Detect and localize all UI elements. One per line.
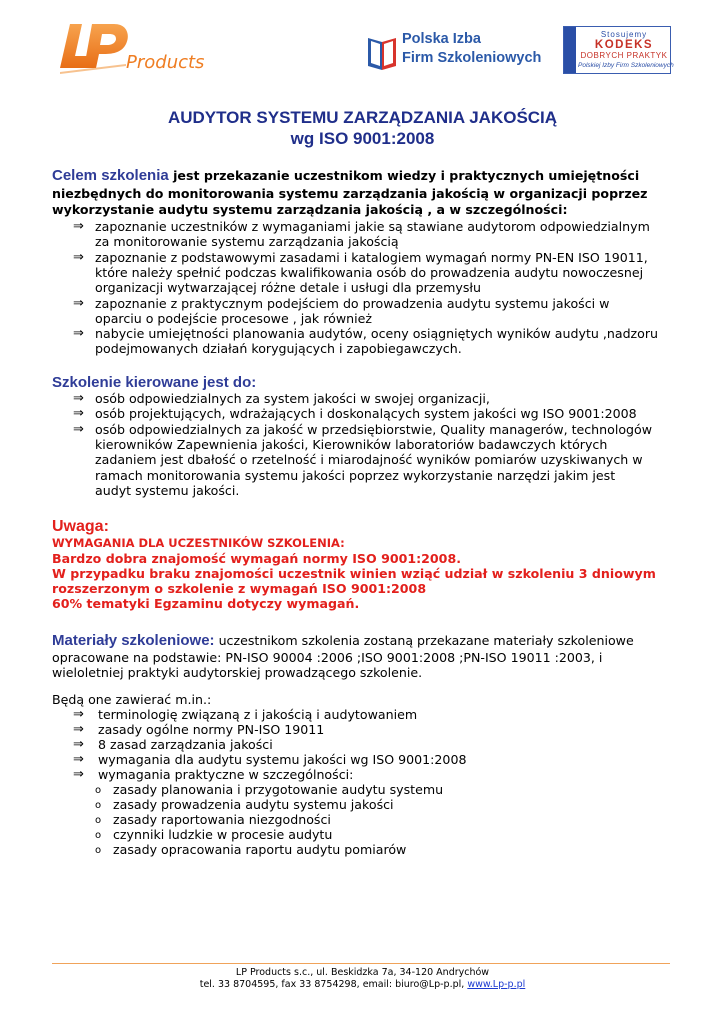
materials-item: terminologię związaną z i jakością i audytowaniem [98,707,418,722]
kodeks-line-3: DOBRYCH PRAKTYK [580,51,668,60]
materials-line-3: wieloletniej praktyki audytorskiej prowadzącego szkolenie. [52,665,423,680]
goal-intro-line-2: niezbędnych do monitorowania systemu zarządzania jakością w organizacji poprzez [52,186,648,201]
book-icon [364,32,400,72]
arrow-bullet-icon: ⇒ [73,295,84,311]
footer-divider [52,963,670,964]
note-line: W przypadku braku znajomości uczestnik winien wziąć udział w szkoleniu 3 dniowym [52,566,656,581]
circle-bullet-icon: o [95,830,102,841]
pifs-line-2: Firm Szkoleniowych [402,50,542,66]
materials-subitem: zasady planowania i przygotowanie audytu systemu [113,782,444,797]
arrow-bullet-icon: ⇒ [73,707,84,722]
note-heading: Uwaga: [52,518,109,535]
arrow-bullet-icon: ⇒ [73,326,84,342]
materials-subitem: zasady raportowania niezgodności [113,812,331,827]
page-subtitle: wg ISO 9001:2008 [290,129,435,148]
arrow-bullet-icon: ⇒ [73,406,84,422]
audience-item-text: audyt systemu jakości. [95,482,240,498]
goal-heading: Celem szkolenia [52,167,169,184]
audience-item-text: ramach monitorowania systemu jakości poprzez wykorzystanie narzędzi jakim jest [95,467,616,483]
lp-logo-text: Products [126,52,205,73]
circle-bullet-icon: o [95,785,102,796]
kodeks-line-4: Polskiej Izby Firm Szkoleniowych [578,62,674,69]
audience-item-text: zadaniem jest dbałość o rzetelność i miarodajność wyników pomiarów uzyskiwanych w [95,452,643,468]
arrow-bullet-icon: ⇒ [73,752,84,767]
goal-item-text: za monitorowanie systemu zarządzania jakością [95,234,399,250]
arrow-bullet-icon: ⇒ [73,722,84,737]
goal-item-text: nabycie umiejętności planowania audytów, oceny osiągniętych wyników audytu ,nadzoru [95,326,659,342]
footer-contact: tel. 33 8704595, fax 33 8754298, email: biuro@Lp-p.pl, www.Lp-p.pl [199,979,526,990]
audience-item-text: osób projektujących, wdrażających i doskonalących system jakości wg ISO 9001:2008 [95,406,637,422]
kodeks-line-2: KODEKS [594,39,654,51]
lp-products-logo [56,20,205,76]
arrow-bullet-icon: ⇒ [73,737,84,752]
materials-contains: Będą one zawierać m.in.: [52,692,212,707]
audience-item-text: kierowników Zapewnienia jakości, Kierowników laboratoriów badawczych których [95,436,608,452]
circle-bullet-icon: o [95,815,102,826]
circle-bullet-icon: o [95,800,102,811]
goal-item-text: oparciu o podejście procesowe , jak również [95,310,372,326]
arrow-bullet-icon: ⇒ [73,249,84,265]
materials-subitem: zasady prowadzenia audytu systemu jakości [113,797,394,812]
kodeks-book-strip [564,27,576,73]
materials-item: zasady ogólne normy PN-ISO 19011 [98,722,325,737]
audience-item-text: osób odpowiedzialnych za system jakości w swojej organizacji, [95,391,490,406]
goal-item-text: które należy spełnić podczas kwalifikowania osób do prowadzenia audytu nowoczesnej [95,264,644,280]
arrow-bullet-icon: ⇒ [73,391,84,406]
materials-subitem: czynniki ludzkie w procesie audytu [113,827,333,842]
materials-item: wymagania dla audytu systemu jakości wg ISO 9001:2008 [98,752,467,767]
arrow-bullet-icon: ⇒ [73,767,84,782]
goal-item-text: zapoznanie uczestników z wymaganiami jakie są stawiane audytorom odpowiedzialnym [95,219,650,234]
page-title: AUDYTOR SYSTEMU ZARZĄDZANIA JAKOŚCIĄ [167,108,558,127]
kodeks-badge [563,26,674,74]
circle-bullet-icon: o [95,845,102,856]
audience-item-text: osób odpowiedzialnych za jakość w przedsiębiorstwie, Quality managerów, technologów [95,421,653,437]
footer-address: LP Products s.c., ul. Beskidzka 7a, 34-120 Andrychów [235,967,490,978]
note-line: rozszerzonym o szkolenie z wymagań ISO 9001:2008 [52,581,427,596]
goal-item-text: organizacji wytwarzającej różne detale i usługi dla przemysłu [95,280,481,296]
materials-line-2: opracowane na podstawie: PN-ISO 90004 :2006 ;ISO 9001:2008 ;PN-ISO 19011 :2003, i [52,650,603,665]
materials-heading: Materiały szkoleniowe: [52,632,215,649]
goal-intro-line-3: wykorzystanie audytu systemu zarządzania jakością , a w szczególności: [52,202,568,217]
pifs-line-1: Polska Izba [402,31,481,47]
kodeks-line-1: Stosujemy [600,30,648,39]
goal-item-text: zapoznanie z podstawowymi zasadami i katalogiem wymagań normy PN-EN ISO 19011, [95,249,648,265]
note-line: Bardzo dobra znajomość wymagań normy ISO 9001:2008. [52,551,461,566]
note-line: 60% tematyki Egzaminu dotyczy wymagań. [52,596,360,611]
goal-item-text: podejmowanych działań korygujących i zapobiegawczych. [95,341,462,357]
materials-subitem: zasady opracowania raportu audytu pomiarów [113,842,407,857]
arrow-bullet-icon: ⇒ [73,219,84,234]
materials-line-1: Materiały szkoleniowe: uczestnikom szkolenia zostaną przekazane materiały szkoleniowe [52,632,634,649]
goal-intro-line-1: Celem szkolenia jest przekazanie uczestnikom wiedzy i praktycznych umiejętności [52,167,640,184]
pifs-logo [364,30,544,74]
audience-heading: Szkolenie kierowane jest do: [52,374,257,391]
materials-item: 8 zasad zarządzania jakości [98,737,273,752]
note-line: WYMAGANIA DLA UCZESTNIKÓW SZKOLENIA: [52,536,345,550]
lp-logo-mark [56,20,136,76]
goal-item-text: zapoznanie z praktycznym podejściem do prowadzenia audytu systemu jakości w [95,295,610,311]
arrow-bullet-icon: ⇒ [73,421,84,437]
website-link[interactable]: www.Lp-p.pl [467,979,526,990]
materials-item: wymagania praktyczne w szczególności: [98,767,354,782]
